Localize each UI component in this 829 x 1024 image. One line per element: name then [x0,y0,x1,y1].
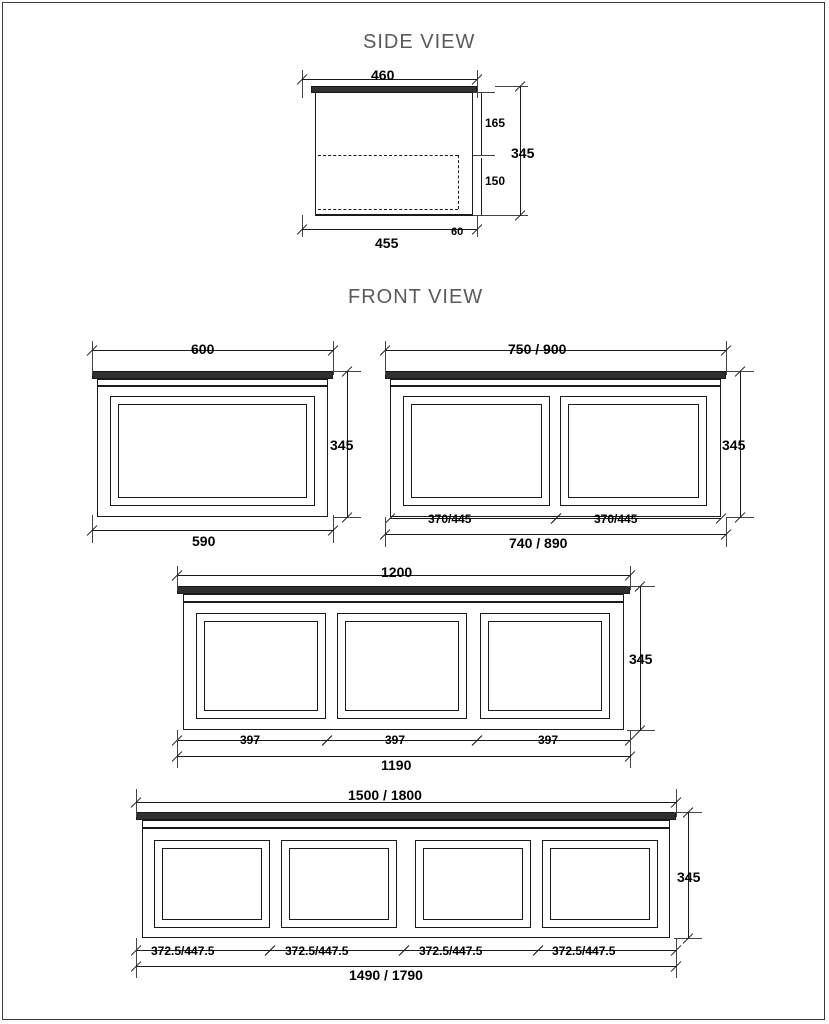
unit1200-door-2-inset [345,621,459,711]
side-dim-150-label: 150 [485,174,506,188]
front-view-title: FRONT VIEW [348,286,484,308]
side-dim-455-label: 455 [375,235,399,251]
side-view-dashed-top [318,155,458,156]
unit1500-door1-dim-label: 372.5/447.5 [151,944,215,958]
unit750-apron [390,379,721,386]
unit1200-door1-dim-label: 397 [240,733,261,747]
unit1500-door-4-inset [550,848,650,920]
unit1500-door2-dim-label: 372.5/447.5 [285,944,349,958]
side-dim-345-ext-top [495,86,528,87]
side-dim-165-ext-bottom [473,155,495,156]
unit1500-apron [142,820,670,828]
unit600-apron [97,379,328,386]
unit600-countertop [92,371,333,379]
unit750-door2-dim-label: 370/445 [594,512,638,526]
side-dim-460-ext-left [302,70,303,98]
unit1500-dim-top-label: 1500 / 1800 [348,787,422,803]
unit1200-apron [183,594,624,602]
unit1500-dim-height-label: 345 [677,869,701,885]
side-dim-345-label: 345 [511,145,535,161]
side-dim-345-ext-bottom [495,215,528,216]
unit600-dim-height-label: 345 [330,437,354,453]
unit1500-door-3-inset [423,848,523,920]
unit750-dim-top-ext-right [726,341,727,375]
unit750-dim-top-ext-left [385,341,386,375]
unit1200-door-3-inset [488,621,602,711]
unit1200-dim-top-ext-left [177,566,178,590]
unit750-door-1-inset [411,404,542,498]
unit1500-door-1-inset [162,848,262,920]
unit1500-dim-bottom-ext-right [676,938,677,978]
unit1200-door-1-inset [204,621,318,711]
unit1200-dim-bottom-ext-left [177,730,178,768]
unit750-dim-bottom-label: 740 / 890 [509,535,568,551]
unit1500-dim-bottom-ext-left [136,938,137,978]
side-dim-165-label: 165 [485,116,506,130]
unit600-dim-bottom-line [92,530,333,531]
unit1500-dim-bottom-label: 1490 / 1790 [349,967,423,983]
side-view-dashed-right [458,155,459,209]
side-view-countertop [311,86,477,93]
side-dim-150-ext-bottom [473,215,495,216]
unit600-door-inset [118,404,307,498]
side-dim-165-line [481,92,482,155]
unit1200-countertop [177,586,630,594]
unit1500-door-2-inset [289,848,389,920]
unit1200-dim-bottom-ext-right [630,730,631,768]
unit600-dim-bottom-label: 590 [192,533,216,549]
unit1500-door4-dim-label: 372.5/447.5 [552,944,616,958]
unit1200-dim-height-label: 345 [629,651,653,667]
unit1200-dim-top-label: 1200 [381,564,413,580]
side-dim-60-label: 60 [451,226,464,238]
side-view-base [315,215,473,216]
unit600-dim-top-ext-left [92,341,93,375]
unit600-dim-top-label: 600 [191,341,215,357]
unit750-dim-top-label: 750 / 900 [508,341,567,357]
side-view-body [315,86,473,215]
side-view-dashed-bottom [318,209,458,210]
unit750-door2-dim-line [556,518,721,519]
side-view-title: SIDE VIEW [363,31,476,53]
unit600-dim-top-ext-right [333,341,334,375]
unit750-door1-dim-line [390,518,556,519]
unit1200-door3-dim-label: 397 [538,733,559,747]
unit750-dim-height-label: 345 [722,437,746,453]
unit1500-countertop [136,812,676,820]
side-dim-460-ext-right [477,70,478,98]
unit750-countertop [385,371,726,379]
unit1500-door3-dim-label: 372.5/447.5 [419,944,483,958]
side-dim-165-ext-top [473,92,495,93]
side-dim-150-line [481,158,482,215]
side-dim-460-label: 460 [371,67,395,83]
unit1200-dim-bottom-label: 1190 [381,757,412,773]
unit750-door1-dim-label: 370/445 [428,512,472,526]
unit750-door-2-inset [568,404,699,498]
unit1200-door2-dim-label: 397 [385,733,406,747]
